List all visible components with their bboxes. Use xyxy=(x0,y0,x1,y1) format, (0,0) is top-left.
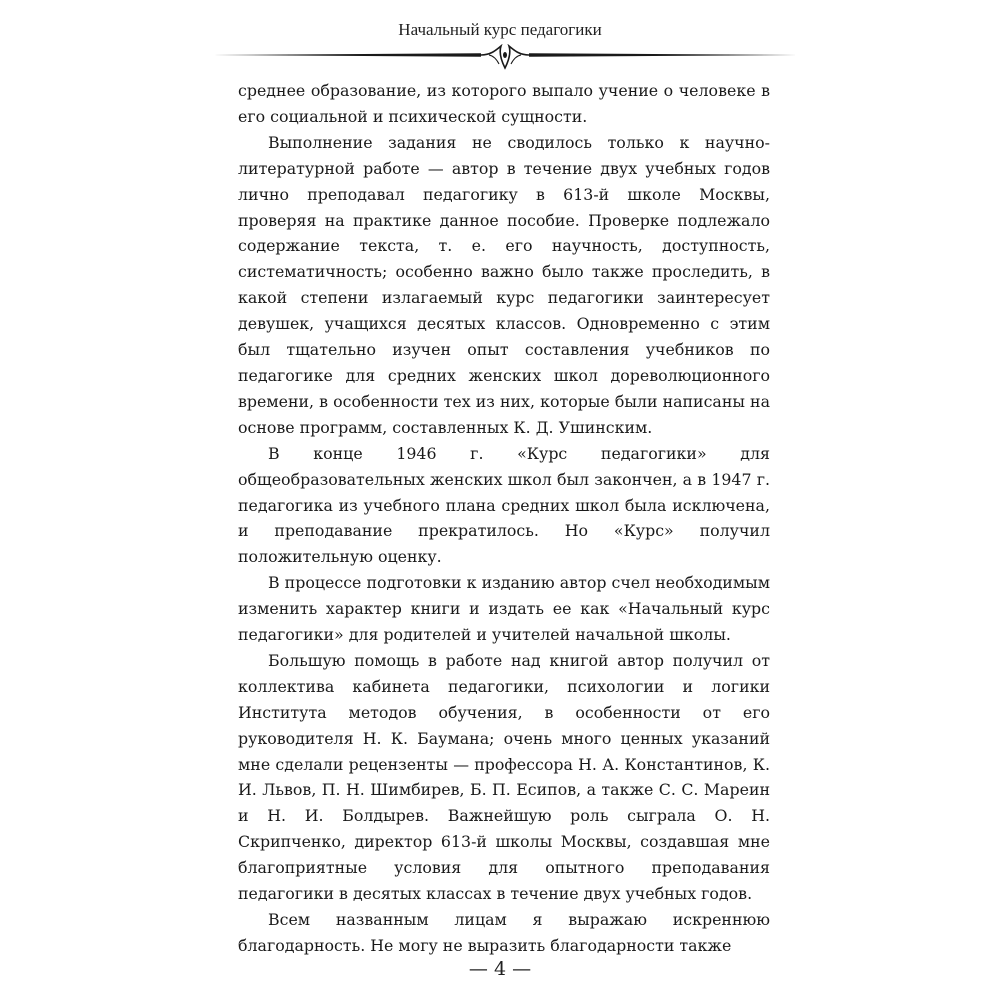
paragraph: В конце 1946 г. «Курс педагогики» для общеобразовательных женских школ был закончен, а в 1947 г. педагогика из учебного плана средних школ была исключена, и преподавание прекратилось. Но «Курс» получил положительную оценку. xyxy=(238,443,770,567)
page-number: — 4 — xyxy=(468,958,532,980)
page-body xyxy=(238,78,770,959)
paragraph: В процессе подготовки к изданию автор счел необходимым изменить характер книги и издать ее как «Начальный курс педагогики» для родителей и учителей начальной школы. xyxy=(238,573,770,645)
header-ornament-icon xyxy=(213,44,797,74)
paragraph: Выполнение задания не сводилось только к научно-литературной работе — автор в течение двух учебных годов лично преподавал педагогику в 613-й школе Москвы, проверяя на практике данное пособие. Проверке подлежало содержание текста, т. е. его научность, доступность, систематичность; особенно важно было также проследить, в какой степени излагаемый курс педагогики заинтересует девушек, учащихся десятых классов. Одновременно с этим был тщательно изучен опыт составления учебников по педагогике для средних женских школ дореволюционного времени, в особенности тех из них, которые были написаны на основе программ, составленных К. Д. Ушинским. xyxy=(238,132,770,437)
paragraph: Всем названным лицам я выражаю искреннюю благодарность. Не могу не выразить благодарности также xyxy=(238,910,770,955)
paragraph: среднее образование, из которого выпало учение о человеке в его социальной и психической сущности. xyxy=(238,81,770,126)
paragraph: Большую помощь в работе над книгой автор получил от коллектива кабинета педагогики, психологии и логики Института методов обучения, в особенности от его руководителя Н. К. Баумана; очень много ценных указаний мне сделали рецензенты — профессора Н. А. Константинов, К. И. Львов, П. Н. Шимбирев, Б. П. Есипов, а также С. С. Мареин и Н. И. Болдырев. Важнейшую роль сыграла О. Н. Скрипченко, директор 613-й школы Москвы, создавшая мне благоприятные условия для опытного преподавания педагогики в десятых классах в течение двух учебных годов. xyxy=(238,650,770,904)
running-header-title: Начальный курс педагогики xyxy=(398,20,602,39)
